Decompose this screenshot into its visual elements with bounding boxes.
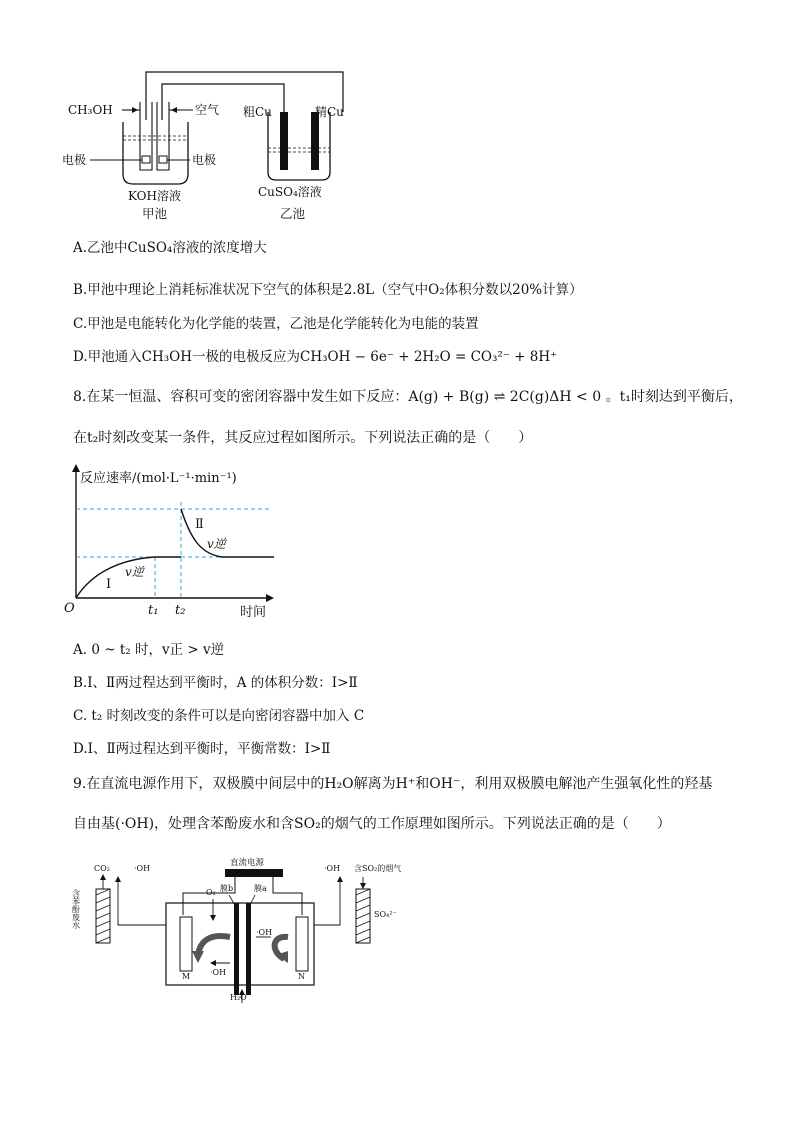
fig1-jia-label: 甲池: [142, 206, 168, 221]
fig1-yi-label: 乙池: [280, 206, 306, 221]
fig3-so2-label: 含SO₂的烟气: [354, 864, 402, 873]
fig1-cuso4-label: CuSO₄溶液: [258, 185, 322, 199]
fig2-v-reverse-1: v逆: [125, 565, 144, 579]
fig3-o2-label: O₂: [206, 888, 216, 897]
fig1-ch3oh-label: CH₃OH: [68, 103, 113, 117]
fig3-oh-left-label: ·OH: [210, 968, 227, 977]
fig3-oh-top-right: ·OH: [324, 864, 341, 873]
fig3-co2-label: CO₂: [94, 864, 110, 873]
fig3-m-label: M: [182, 972, 191, 981]
fig3-so4-label: SO₄²⁻: [374, 910, 397, 919]
fig2-xlabel: 时间: [240, 605, 267, 620]
fig1-pure-cu-label: 精Cu: [315, 105, 344, 119]
q8-stem-line2: 在t₂时刻改变某一条件，其反应过程如图所示。下列说法正确的是（ ）: [73, 430, 533, 446]
q7-option-c: C.甲池是电能转化为化学能的装置，乙池是化学能转化为电能的装置: [73, 316, 479, 332]
fig1-electrode-left-label: 电极: [62, 153, 87, 167]
q8-option-b: B.Ⅰ、Ⅱ两过程达到平衡时，A 的体积分数：Ⅰ>Ⅱ: [73, 675, 358, 691]
fig2-ylabel: 反应速率/(mol·L⁻¹·min⁻¹): [80, 471, 237, 486]
fig3-oh-mid-label: ·OH: [256, 928, 273, 937]
q7-option-d: D.甲池通入CH₃OH一极的电极反应为CH₃OH − 6e⁻ + 2H₂O = CO₃²⁻ + 8H⁺: [73, 349, 558, 365]
fig3-membrane-a-label: 膜a: [254, 884, 267, 893]
fig1-koh-label: KOH溶液: [128, 189, 181, 203]
fig3-h2o-label: H₂O: [230, 993, 247, 1002]
fig2-v-reverse-2: v逆: [207, 537, 226, 551]
fig2-t1: t₁: [148, 603, 159, 618]
q8-option-c: C. t₂ 时刻改变的条件可以是向密闭容器中加入 C: [73, 708, 365, 724]
fig2-roman-1: Ⅰ: [106, 577, 112, 592]
q8-stem-line1: 8.在某一恒温、容积可变的密闭容器中发生如下反应：A(g) + B(g) ⇌ 2C(g)ΔH < 0 。t₁时刻达到平衡后，: [73, 389, 743, 405]
q9-stem-line1: 9.在直流电源作用下，双极膜中间层中的H₂O解离为H⁺和OH⁻，利用双极膜电解池产生强氧化性的羟基: [73, 776, 713, 792]
fig3-n-label: N: [298, 972, 305, 981]
fig2-origin: O: [64, 601, 75, 616]
fig1-electrode-right-label: 电极: [192, 153, 217, 167]
fig1-crude-cu-label: 粗Cu: [243, 105, 272, 119]
q9-stem-line2: 自由基(·OH)，处理含苯酚废水和含SO₂的烟气的工作原理如图所示。下列说法正确的是（ ）: [73, 816, 671, 832]
fig2-roman-2: Ⅱ: [195, 517, 204, 532]
fig3-phenol-label: 含苯酚废水: [71, 889, 81, 929]
q7-option-a: A.乙池中CuSO₄溶液的浓度增大: [73, 240, 267, 256]
fig1-air-label: 空气: [195, 103, 220, 117]
fig2-rate-graph: [62, 462, 282, 620]
fig3-electrolysis-diagram: [70, 855, 450, 1005]
fig3-oh-top-left: ·OH: [134, 864, 151, 873]
fig2-t2: t₂: [175, 603, 186, 618]
q8-option-a: A. 0 ~ t₂ 时，v正 > v逆: [73, 642, 225, 658]
q8-option-d: D.Ⅰ、Ⅱ两过程达到平衡时，平衡常数：Ⅰ>Ⅱ: [73, 741, 331, 757]
fig3-membrane-b-label: 膜b: [220, 884, 234, 893]
fig1-cells-diagram: [60, 62, 360, 222]
fig3-power-label: 直流电源: [230, 858, 265, 868]
q7-option-b: B.甲池中理论上消耗标准状况下空气的体积是2.8L（空气中O₂体积分数以20%计算）: [73, 282, 583, 298]
